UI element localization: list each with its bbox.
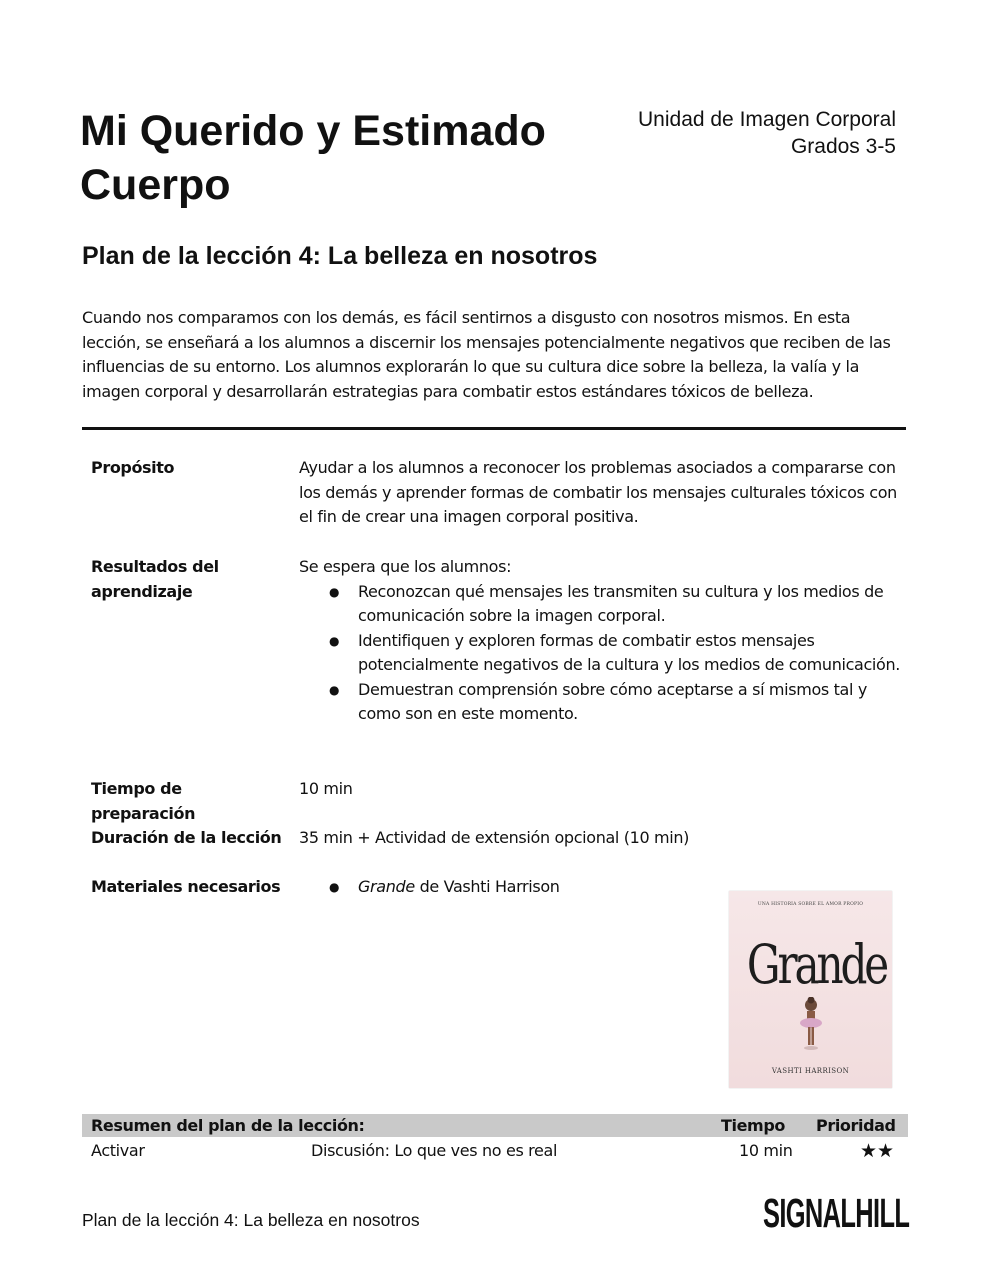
cover-author: VASHTI HARRISON — [771, 1067, 850, 1075]
cover-title: Grande — [746, 933, 887, 996]
outcomes-intro: Se espera que los alumnos: — [299, 557, 512, 576]
duration-value: 35 min + Actividad de extensión opcional (10 min) — [299, 828, 690, 847]
table-row — [82, 1139, 908, 1163]
unit-name: Unidad de Imagen Corporal — [638, 108, 896, 131]
summary-phase: Activar — [91, 1141, 145, 1160]
summary-activity: Discusión: Lo que ves no es real — [311, 1141, 558, 1160]
summary-header-time: Tiempo — [721, 1116, 785, 1135]
book-cover-image — [729, 891, 892, 1088]
signalhill-logo: SIGNALHILL — [763, 1190, 910, 1236]
girl-illustration — [799, 997, 823, 1053]
summary-time: 10 min — [739, 1141, 793, 1160]
unit-block — [638, 106, 896, 160]
outcome-item: ● Demuestran comprensión sobre cómo aceptarse a sí mismos tal y como son en este momento. — [299, 678, 907, 727]
lesson-title: Plan de la lección 4: La belleza en nosotros — [82, 242, 598, 270]
grade-range: Grados 3-5 — [790, 135, 896, 158]
prep-time-value: 10 min — [299, 779, 353, 798]
outcomes-label: Resultados del aprendizaje — [91, 557, 219, 601]
footer-text: Plan de la lección 4: La belleza en nosotros — [82, 1210, 420, 1230]
document-title: Mi Querido y Estimado Cuerpo — [80, 107, 546, 209]
outcomes-block — [299, 555, 907, 727]
section-divider — [82, 427, 906, 430]
prep-time-label: Tiempo de preparación — [91, 779, 196, 823]
material-book-title: Grande — [358, 877, 415, 896]
outcomes-list — [299, 580, 907, 727]
summary-header-priority: Prioridad — [816, 1116, 896, 1135]
summary-header-label: Resumen del plan de la lección: — [91, 1116, 365, 1135]
lesson-intro: Cuando nos comparamos con los demás, es fácil sentirnos a disgusto con nosotros mismos. En esta lección, se enseñará a los alumnos a discernir los mensajes potencialmente negativos que reciben de las influencias de su entorno. Los alumnos explorarán lo que su cultura dice sobre la belleza, la valía y la imagen corporal y desarrollarán estrategias para combatir estos estándares tóxicos de belleza. — [82, 308, 891, 401]
outcome-item: ● Identifiquen y exploren formas de combatir estos mensajes potencialmente negativos de la cultura y los medios de comunicación. — [299, 629, 907, 678]
summary-table-header — [82, 1114, 908, 1137]
outcome-item: ● Reconozcan qué mensajes les transmiten su cultura y los medios de comunicación sobre la imagen corporal. — [299, 580, 907, 629]
materials-label: Materiales necesarios — [91, 877, 281, 896]
purpose-label: Propósito — [91, 458, 175, 477]
priority-stars-icon: ★★ — [860, 1140, 895, 1162]
duration-label: Duración de la lección — [91, 828, 282, 847]
material-book-author: de Vashti Harrison — [414, 877, 560, 896]
purpose-text: Ayudar a los alumnos a reconocer los problemas asociados a compararse con los demás y aprender formas de combatir los mensajes culturales tóxicos con el fin de crear una imagen corporal positiva. — [299, 458, 897, 526]
cover-tagline: UNA HISTORIA SOBRE EL AMOR PROPIO — [757, 902, 864, 907]
